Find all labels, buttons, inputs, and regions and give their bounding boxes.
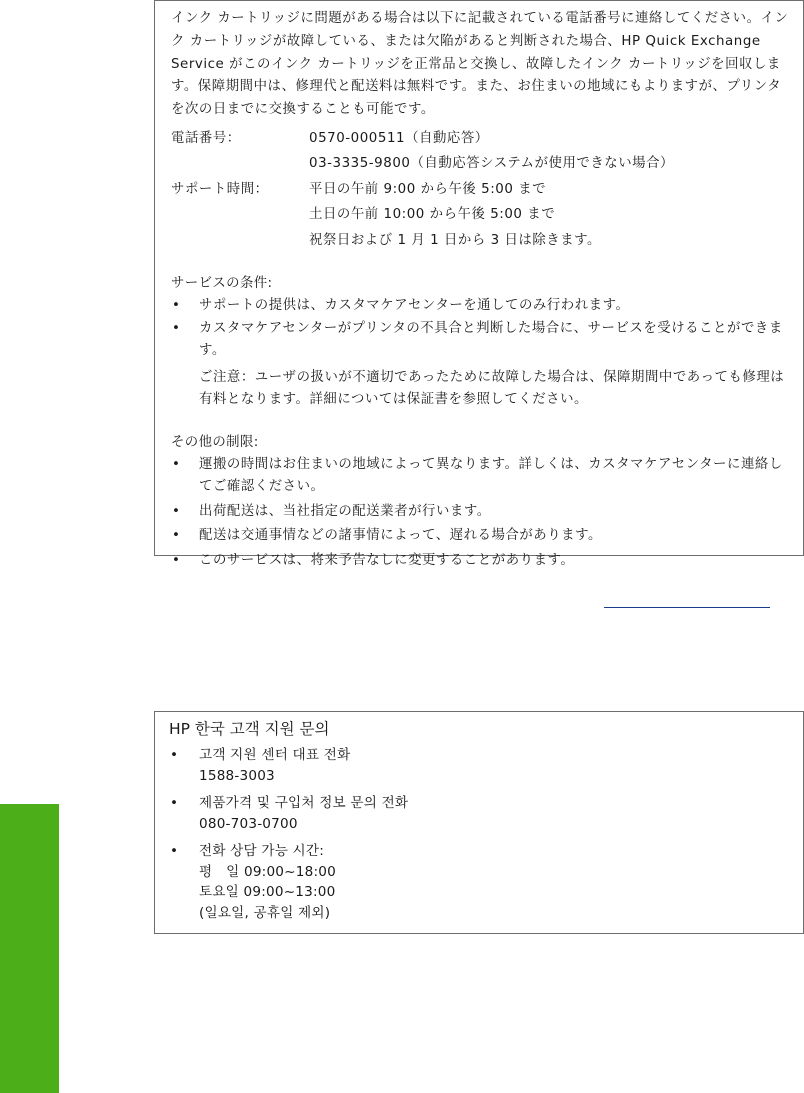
bullet-icon: • xyxy=(170,795,179,811)
list-item xyxy=(171,454,791,499)
kr-hours-saturday: 토요일 09:00~13:00 xyxy=(199,884,336,900)
kr-title: HP 한국 고객 지원 문의 xyxy=(169,720,330,738)
jp-hours-3: 祝祭日および 1 月 1 日から 3 日は除きます。 xyxy=(309,232,601,248)
jp-limits-heading: その他の制限: xyxy=(171,434,259,450)
jp-phone-2: 03-3335-9800（自動応答システムが使用できない場合） xyxy=(309,156,674,172)
kr-item-value: 1588-3003 xyxy=(199,767,275,784)
bullet-icon: • xyxy=(172,320,181,336)
kr-item-label: 고객 지원 센터 대표 전화 xyxy=(199,747,351,763)
jp-hours-label: サポート時間： xyxy=(171,181,269,197)
jp-conditions-heading: サービスの条件: xyxy=(171,276,273,292)
list-item xyxy=(171,525,791,548)
jp-limit-text: このサービスは、将来予告なしに変更することがあります。 xyxy=(199,552,575,568)
jp-condition-text: カスタマケアセンターがプリンタの不具合と判断した場合に、サービスを受けることができます。 xyxy=(199,320,783,359)
kr-contact-list xyxy=(169,745,791,923)
jp-phone-row-2 xyxy=(171,151,791,177)
jp-conditions-list xyxy=(171,295,791,412)
list-item xyxy=(171,501,791,524)
jp-hours-row-2 xyxy=(171,202,791,228)
jp-hours-row xyxy=(171,177,791,203)
japan-support-box xyxy=(154,0,804,568)
kr-hours-note: (일요일, 공휴일 제외) xyxy=(199,904,331,921)
kr-hours-label: 전화 상담 가능 시간: xyxy=(199,843,324,859)
list-item xyxy=(169,745,791,786)
list-item xyxy=(169,841,791,923)
kr-item-label: 제품가격 및 구입처 정보 문의 전화 xyxy=(199,795,409,811)
bullet-icon: • xyxy=(172,298,181,314)
list-item xyxy=(171,550,791,573)
jp-limit-text: 配送は交通事情などの諸事情によって、遅れる場合があります。 xyxy=(199,528,602,544)
kr-hours-weekday: 평 일 09:00~18:00 xyxy=(199,863,336,880)
kr-item-value: 080-703-0700 xyxy=(199,815,298,832)
hyperlink-underline[interactable] xyxy=(604,607,770,608)
jp-hours-1: 平日の午前 9:00 から午後 5:00 まで xyxy=(309,181,547,197)
jp-limit-text: 出荷配送は、当社指定の配送業者が行います。 xyxy=(199,503,491,519)
jp-phone-row xyxy=(171,126,791,152)
jp-hours-2: 土日の午前 10:00 から午後 5:00 まで xyxy=(309,207,556,223)
jp-limits-list xyxy=(171,454,791,573)
bullet-icon: • xyxy=(172,552,181,568)
list-item xyxy=(171,295,791,318)
jp-limit-text: 運搬の時間はお住まいの地域によって異なります。詳しくは、カスタマケアセンターに連絡してご確認ください。 xyxy=(199,456,783,495)
bullet-icon: • xyxy=(170,747,179,763)
jp-phone-label: 電話番号： xyxy=(171,130,241,146)
list-item xyxy=(169,793,791,834)
bullet-icon: • xyxy=(170,843,179,859)
jp-conditions-note: ご注意：ユーザの扱いが不適切であったために故障した場合は、保障期間中であっても修理は有料となります。詳細については保証書を参照してください。 xyxy=(199,369,785,408)
korea-support-box xyxy=(154,711,804,934)
bullet-icon: • xyxy=(172,528,181,544)
section-tab-bar xyxy=(0,804,59,1093)
jp-condition-text: サポートの提供は、カスタマケアセンターを通してのみ行われます。 xyxy=(199,298,630,314)
bullet-icon: • xyxy=(172,503,181,519)
bullet-icon: • xyxy=(172,456,181,472)
jp-hours-row-3 xyxy=(171,228,791,254)
jp-phone-1: 0570-000511（自動応答） xyxy=(309,130,489,146)
list-item xyxy=(171,318,791,412)
jp-intro-paragraph: インク カートリッジに問題がある場合は以下に記載されている電話番号に連絡してください。インク カートリッジが故障している、または欠陥があると判断された場合、HP Quick Exchange Service がこのインク カートリッジを正常品と交換し、故障したインク カートリッジを回収します。保障期間中は、修理代と配送料は無料です。また、お住まいの地域にもよりますが、プリンタを次の日までに交換することも可能です。 xyxy=(171,11,789,118)
